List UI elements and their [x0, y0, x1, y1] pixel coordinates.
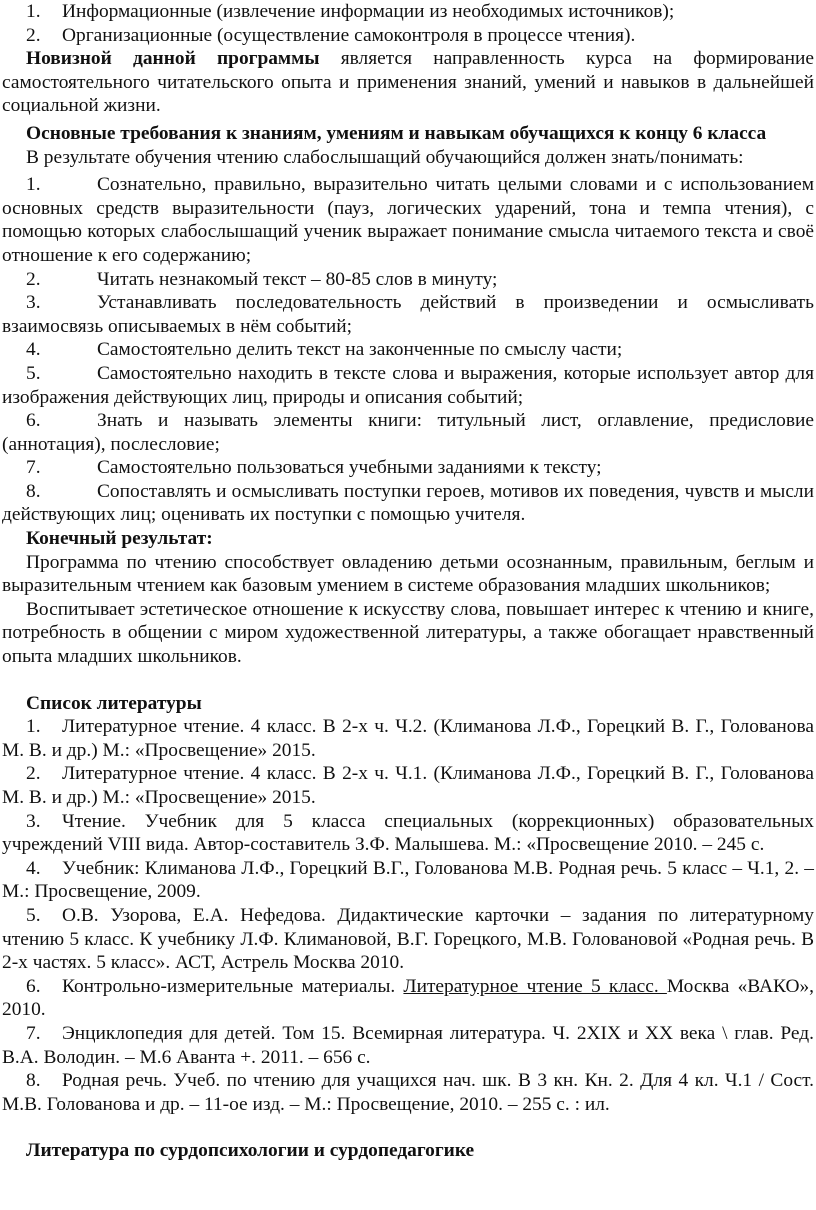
- requirement-item: 6. Знать и называть элементы книги: титульный лист, оглавление, предисловие (аннотация), послесловие;: [2, 410, 814, 455]
- underlined-title: Литературное чтение 5 класс.: [403, 975, 667, 997]
- requirement-item: 2. Читать незнакомый текст – 80-85 слов в минуту;: [26, 268, 498, 290]
- requirements-intro: В результате обучения чтению слабослышащий обучающийся должен знать/понимать:: [26, 146, 744, 168]
- novelty-paragraph: [2, 47, 814, 118]
- literature-item: 2. Литературное чтение. 4 класс. В 2-х ч. Ч.1. (Климанова Л.Ф., Горецкий В. Г., Голованова М. В. и др.) М.: «Просвещение» 2015.: [2, 763, 814, 808]
- requirement-item: 5. Самостоятельно находить в тексте слова и выражения, которые использует автор для изображения действующих лиц, природы и описания событий;: [2, 362, 814, 408]
- requirement-item: 7. Самостоятельно пользоваться учебными заданиями к тексту;: [26, 457, 602, 479]
- literature-item: 4. Учебник: Климанова Л.Ф., Горецкий В.Г., Голованова М.В. Родная речь. 5 класс – Ч.1, 2. – М.: Просвещение, 2009.: [2, 857, 814, 903]
- requirement-item: 8. Сопоставлять и осмысливать поступки героев, мотивов их поведения, чувств и мысли действующих лиц; оценивать их поступки с помощью учителя.: [2, 480, 814, 526]
- list-number: 2.: [26, 24, 41, 46]
- literature-item: 1. Литературное чтение. 4 класс. В 2-х ч. Ч.2. (Климанова Л.Ф., Горецкий В. Г., Голованова М. В. и др.) М.: «Просвещение» 2015.: [2, 716, 814, 761]
- literature-heading: Список литературы: [26, 692, 202, 714]
- requirement-item: 4. Самостоятельно делить текст на законченные по смыслу части;: [26, 339, 623, 361]
- requirement-item: 3. Устанавливать последовательность действий в произведении и осмысливать взаимосвязь описываемых в нём событий;: [2, 292, 814, 337]
- list-number: 1.: [26, 1, 41, 22]
- novelty-bold-lead: Новизной данной программы: [26, 48, 320, 70]
- literature-item: 5. О.В. Узорова, Е.А. Нефедова. Дидактические карточки – задания по литературному чтению 5 класс. К учебнику Л.Ф. Климановой, В.Г. Горецкого, М.В. Головановой «Родная речь. В 2-х частях. 5 класс». АСТ, Астрель Москва 2010.: [2, 904, 814, 974]
- intro-list-item: [2, 0, 814, 24]
- literature-item: 8. Родная речь. Учеб. по чтению для учащихся нач. шк. В 3 кн. Кн. 2. Для 4 кл. Ч.1 / Сост. М.В. Голованова и др. – 11-ое изд. – М.: Просвещение, 2010. – 255 с. : ил.: [2, 1070, 814, 1115]
- result-heading: Конечный результат:: [26, 528, 213, 550]
- result-paragraph: Воспитывает эстетическое отношение к искусству слова, повышает интерес к чтению и книге, потребность в общении с миром художественной литературы, а также обогащает нравственный опыта младших школьников.: [2, 598, 814, 668]
- surdo-literature-heading: Литература по сурдопсихологии и сурдопедагогике: [26, 1140, 475, 1162]
- intro-list-item: [2, 24, 814, 48]
- requirement-item: 1. Сознательно, правильно, выразительно читать целыми словами и с использованием основных средств выразительности (пауз, логических ударений, тона и темпа чтения), с помощью которых слабослышащий ученик выражает понимание смысла читаемого текста и своё отношение к его содержанию;: [2, 174, 814, 266]
- requirements-heading: Основные требования к знаниям, умениям и навыкам обучащихся к концу 6 класса: [26, 122, 767, 144]
- literature-item: 6. Контрольно-измерительные материалы. Литературное чтение 5 класс. Москва «ВАКО», 2010.: [2, 975, 814, 1021]
- list-text: Организационные (осуществление самоконтроля в процессе чтения).: [62, 24, 636, 46]
- result-paragraph: Программа по чтению способствует овладению детьми осознанным, правильным, беглым и выразительным чтением как базовым умением в системе образования младших школьников;: [2, 551, 814, 597]
- list-text: Информационные (извлечение информации из необходимых источников);: [62, 1, 675, 22]
- literature-item: 3. Чтение. Учебник для 5 класса специальных (коррекционных) образовательных учреждений VIII вида. Автор-составитель З.Ф. Малышева. М.: «Просвещение 2010. – 245 с.: [2, 810, 814, 856]
- literature-item: 7. Энциклопедия для детей. Том 15. Всемирная литература. Ч. 2XIX и XX века \ глав. Ред. В.А. Володин. – М.6 Аванта +. 2011. – 656 с.: [2, 1022, 814, 1068]
- novelty-text: является направленность курса на формирование самостоятельного читательского опыта и применения знаний, умений и навыков в дальнейшей социальной жизни.: [2, 48, 814, 117]
